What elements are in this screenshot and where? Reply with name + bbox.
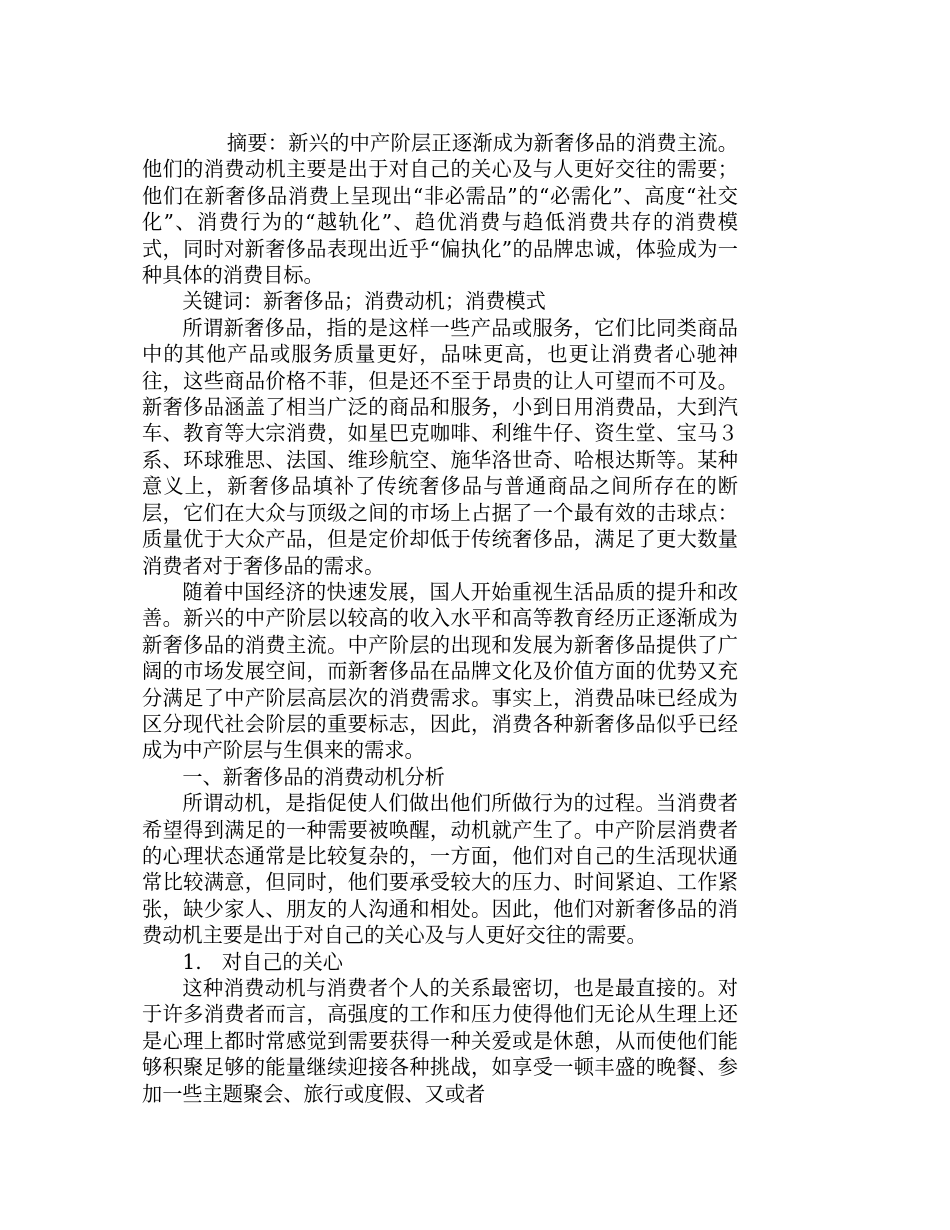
abstract-paragraph: 摘要：新兴的中产阶层正逐渐成为新奢侈品的消费主流。他们的消费动机主要是出于对自己的关心及与人更好交往的需要；他们在新奢侈品消费上呈现出“非必需品”的“必需化”、高度“社交化”、消费行为的“越轨化”、趋优消费与趋低消费共存的消费模式，同时对新奢侈品表现出近乎“偏执化”的品牌忠诚，体验成为一种具体的消费目标。: [142, 131, 738, 288]
body-paragraph: 随着中国经济的快速发展，国人开始重视生活品质的提升和改善。新兴的中产阶层以较高的收入水平和高等教育经历正逐渐成为新奢侈品的消费主流。中产阶层的出现和发展为新奢侈品提供了广阔的市场发展空间，而新奢侈品在品牌文化及价值方面的优势又充分满足了中产阶层高层次的消费需求。事实上，消费品味已经成为区分现代社会阶层的重要标志，因此，消费各种新奢侈品似乎已经成为中产阶层与生俱来的需求。: [142, 579, 738, 763]
body-paragraph: 所谓新奢侈品，指的是这样一些产品或服务，它们比同类商品中的其他产品或服务质量更好，品味更高，也更让消费者心驰神往，这些商品价格不菲，但是还不至于昂贵的让人可望而不可及。新奢侈品涵盖了相当广泛的商品和服务，小到日用消费品，大到汽车、教育等大宗消费，如星巴克咖啡、利维牛仔、资生堂、宝马３系、环球雅思、法国、维珍航空、施华洛世奇、哈根达斯等。某种意义上，新奢侈品填补了传统奢侈品与普通商品之间所存在的断层，它们在大众与顶级之间的市场上占据了一个最有效的击球点：质量优于大众产品，但是定价却低于传统奢侈品，满足了更大数量消费者对于奢侈品的需求。: [142, 315, 738, 578]
section-heading: 一、新奢侈品的消费动机分析: [182, 764, 445, 789]
document-body: [142, 130, 738, 1107]
subsection-heading: 1. 对自己的关心: [182, 949, 343, 974]
body-paragraph: 这种消费动机与消费者个人的关系最密切，也是最直接的。对于许多消费者而言，高强度的工作和压力使得他们无论从生理上还是心理上都时常感觉到需要获得一种关爱或是休憩，从而使他们能够积聚足够的能量继续迎接各种挑战，如享受一顿丰盛的晚餐、参加一些主题聚会、旅行或度假、又或者: [142, 976, 738, 1106]
body-paragraph: 所谓动机，是指促使人们做出他们所做行为的过程。当消费者希望得到满足的一种需要被唤醒，动机就产生了。中产阶层消费者的心理状态通常是比较复杂的，一方面，他们对自己的生活现状通常比较满意，但同时，他们要承受较大的压力、时间紧迫、工作紧张，缺少家人、朋友的人沟通和相处。因此，他们对新奢侈品的消费动机主要是出于对自己的关心及与人更好交往的需要。: [142, 791, 738, 948]
keywords-paragraph: 关键词：新奢侈品；消费动机；消费模式: [182, 289, 546, 314]
